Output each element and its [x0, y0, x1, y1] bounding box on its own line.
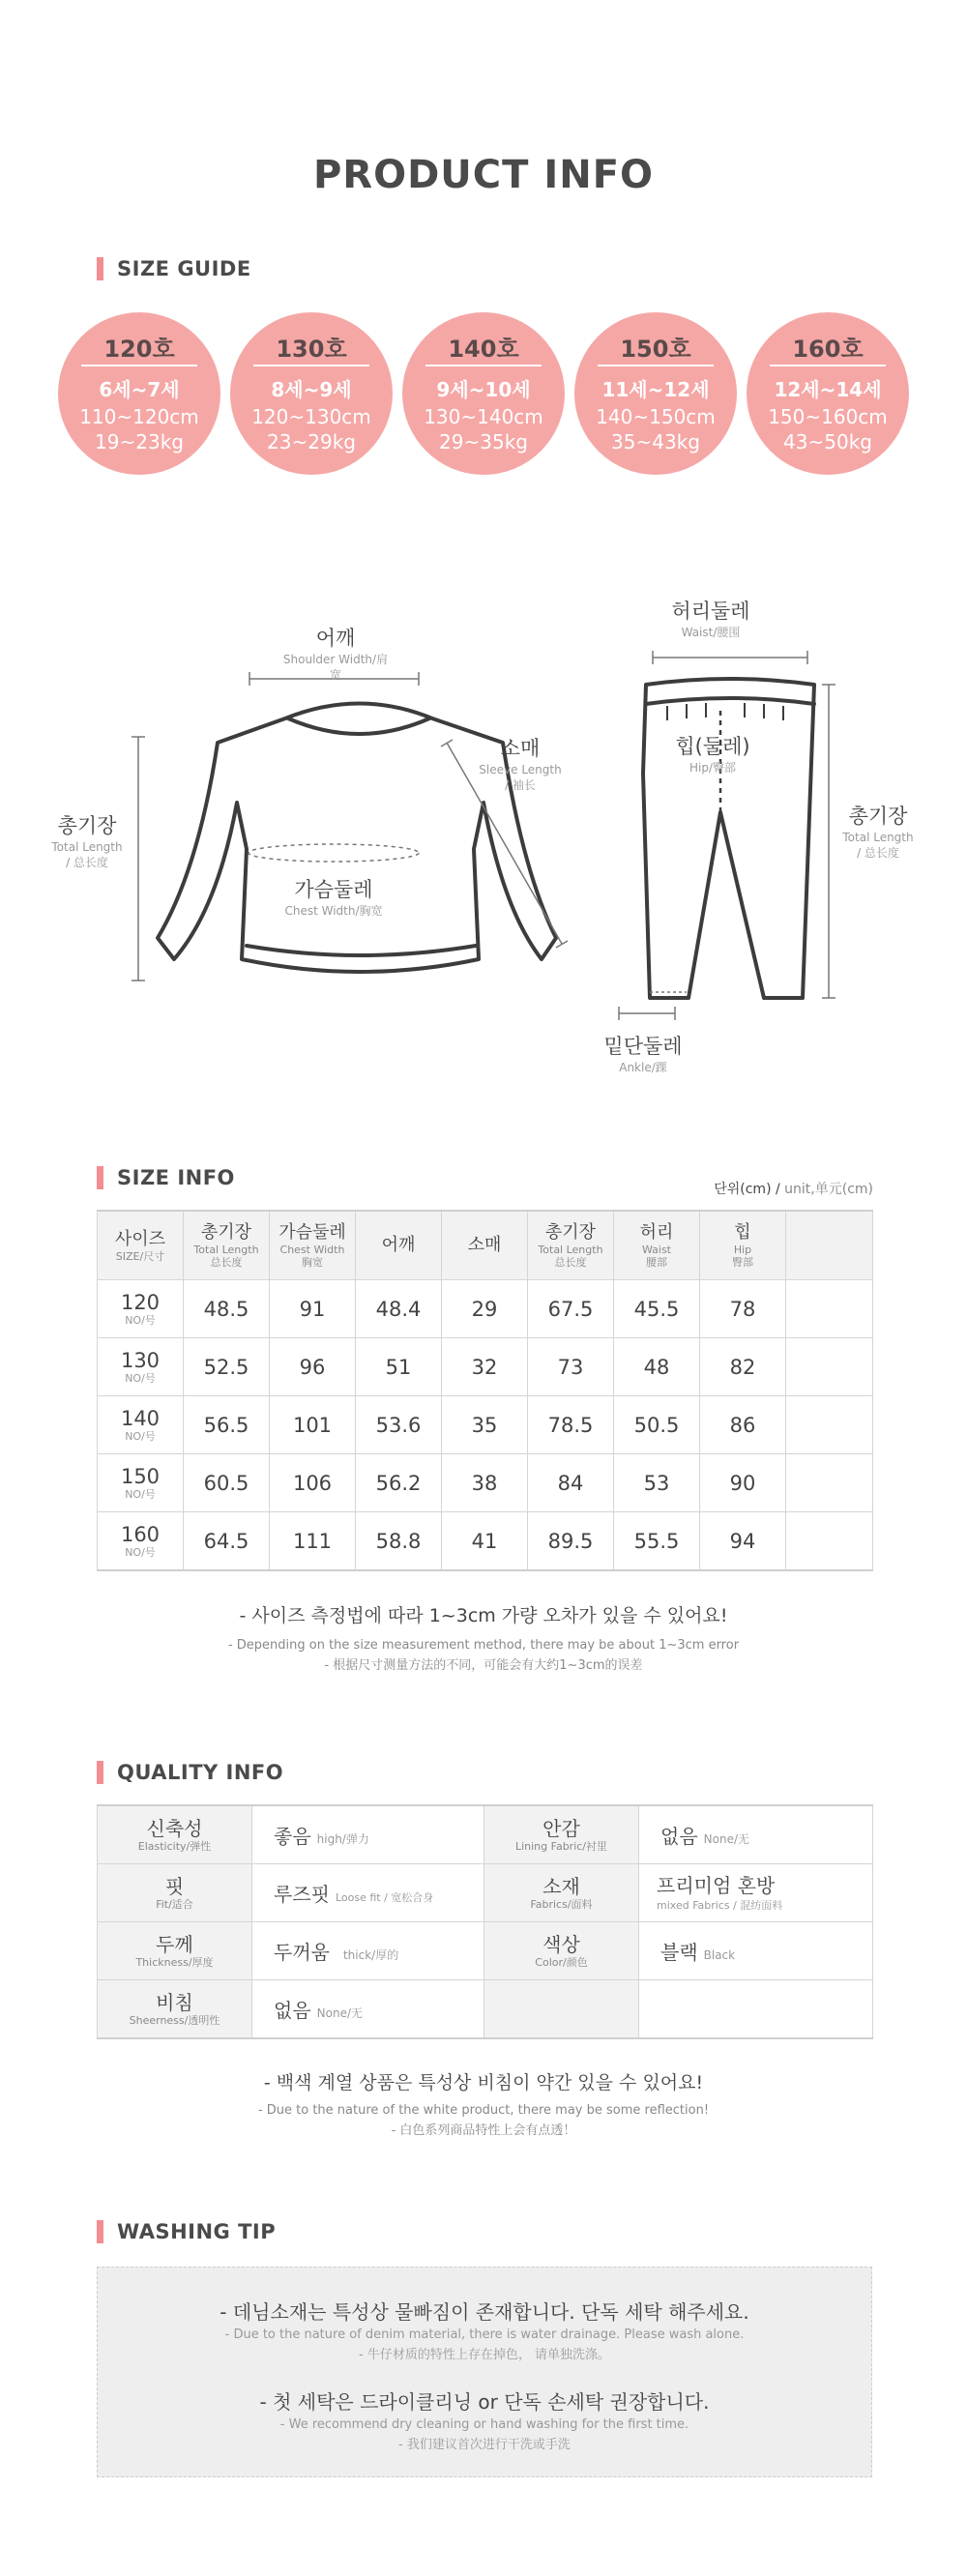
divider	[81, 365, 197, 366]
unit-label	[580, 1179, 873, 1198]
size-note	[0, 1601, 967, 1676]
age-range: 9세~10세	[436, 378, 531, 401]
age-range: 11세~12세	[601, 378, 710, 401]
hip-label: 힙(둘레) Hip/臀部	[675, 735, 750, 775]
unit-en: unit,单元(cm)	[779, 1182, 873, 1197]
garment-illustration	[0, 580, 967, 1102]
size-guide-circles	[58, 312, 909, 475]
size-circle	[230, 312, 393, 475]
section-accent-bar	[97, 257, 103, 280]
note-en: - Depending on the size measurement method, there may be about 1~3cm error	[227, 1638, 740, 1653]
header-cell: 총기장 Total Length 总长度	[528, 1211, 614, 1280]
measurement-diagram	[0, 580, 967, 1102]
pants-outline	[643, 679, 814, 998]
height-range: 140~150cm	[596, 405, 716, 428]
header-cell: 사이즈 SIZE/尺寸	[98, 1211, 184, 1280]
height-range: 150~160cm	[768, 405, 888, 428]
section-title: SIZE INFO	[117, 1166, 235, 1189]
weight-range: 29~35kg	[439, 430, 528, 454]
note-en: - Due to the nature of the white product, there may be some reflection!	[257, 2103, 710, 2118]
tip-1-ko: - 데님소재는 특성상 물빠짐이 존재합니다. 단독 세탁 해주세요.	[220, 2300, 749, 2324]
section-title: SIZE GUIDE	[117, 257, 251, 280]
size-table	[97, 1210, 873, 1571]
table-row: 신축성 Elasticity/弹性 좋음 high/弹力 안감 Lining Fabric/衬里 없음 None/无	[98, 1805, 873, 1864]
divider	[425, 365, 542, 366]
table-row: 비침 Sheerness/透明性 없음 None/无	[98, 1980, 873, 2039]
note-cn: - 白色系列商品特性上会有点透！	[391, 2123, 576, 2138]
quality-table	[97, 1804, 873, 2039]
section-accent-bar	[97, 1166, 103, 1189]
tip-2-ko: - 첫 세탁은 드라이클리닝 or 단독 손세탁 권장합니다.	[259, 2390, 710, 2414]
size-number: 130호	[276, 336, 347, 363]
section-header-size-info	[97, 1165, 235, 1190]
weight-range: 35~43kg	[611, 430, 700, 454]
header-cell: 소매	[442, 1211, 528, 1280]
header-cell: 총기장 Total Length 总长度	[184, 1211, 270, 1280]
size-circle	[402, 312, 565, 475]
table-row: 130 NO/号 52.5 96 51 32 73 48 82	[98, 1338, 873, 1396]
height-range: 120~130cm	[251, 405, 371, 428]
tip-1-en: - Due to the nature of denim material, there is water drainage. Please wash alone.	[224, 2327, 745, 2342]
divider	[598, 365, 714, 366]
size-circle	[574, 312, 737, 475]
height-range: 110~120cm	[79, 405, 199, 428]
table-row: 두께 Thickness/厚度 두꺼움 thick/厚的 색상 Color/颜色 블랙 Black	[98, 1922, 873, 1980]
tip-1-cn: - 牛仔材质的特性上存在掉色， 请单独洗涤。	[359, 2348, 610, 2362]
note-ko: - 백색 계열 상품은 특성상 비침이 약간 있을 수 있어요!	[263, 2072, 704, 2093]
header-cell	[786, 1211, 873, 1280]
tip-2-en: - We recommend dry cleaning or hand washing for the first time.	[279, 2417, 689, 2432]
size-number: 120호	[103, 336, 175, 363]
table-row: 140 NO/号 56.5 101 53.6 35 78.5 50.5 86	[98, 1396, 873, 1454]
section-title: QUALITY INFO	[117, 1761, 284, 1784]
size-circle	[58, 312, 220, 475]
section-header-quality-info	[97, 1760, 283, 1785]
size-number: 160호	[792, 336, 864, 363]
sweatshirt-hem	[247, 946, 476, 955]
section-header-washing-tip	[97, 2219, 276, 2244]
shoulder-label: 어깨 Shoulder Width/肩宽	[282, 627, 389, 682]
top-total-length-label: 총기장 Total Length / 总长度	[51, 814, 123, 869]
table-row: 핏 Fit/适合 루즈핏 Loose fit / 宽松合身 소재 Fabrics/面料 프리미엄 혼방 mixed Fabrics / 混纺面料	[98, 1864, 873, 1922]
washing-tip-box	[97, 2267, 872, 2477]
header-cell: 허리 Waist 腰部	[614, 1211, 700, 1280]
section-header-size-guide	[97, 256, 251, 281]
quality-note	[0, 2068, 967, 2141]
header-cell: 힙 Hip 臀部	[700, 1211, 786, 1280]
tip-2-cn: - 我们建议首次进行干洗或手洗	[398, 2438, 571, 2452]
note-cn: - 根据尺寸测量方法的不同，可能会有大约1~3cm的误差	[324, 1658, 643, 1673]
unit-ko: 단위(cm) /	[714, 1182, 780, 1197]
table-row: 120 NO/号 48.5 91 48.4 29 67.5 45.5 78	[98, 1280, 873, 1338]
divider	[253, 365, 369, 366]
weight-range: 19~23kg	[95, 430, 184, 454]
page-title: PRODUCT INFO	[312, 153, 655, 197]
age-range: 8세~9세	[271, 378, 352, 401]
age-range: 12세~14세	[774, 378, 882, 401]
table-header-row	[98, 1211, 873, 1280]
waist-label: 허리둘레 Waist/腰围	[671, 600, 750, 639]
sweatshirt-collar	[288, 718, 429, 734]
weight-range: 23~29kg	[267, 430, 356, 454]
weight-range: 43~50kg	[783, 430, 872, 454]
table-row: 150 NO/号 60.5 106 56.2 38 84 53 90	[98, 1454, 873, 1512]
divider	[770, 365, 886, 366]
section-accent-bar	[97, 2220, 103, 2243]
header-cell: 가슴둘레 Chest Width 胸宽	[270, 1211, 356, 1280]
section-title: WASHING TIP	[117, 2220, 277, 2243]
size-circle	[747, 312, 909, 475]
sleeve-label: 소매 Sleeve Length / 袖长	[479, 737, 562, 792]
header-cell: 어깨	[356, 1211, 442, 1280]
pants-waistband	[646, 698, 814, 704]
age-range: 6세~7세	[99, 378, 180, 401]
table-row: 160 NO/号 64.5 111 58.8 41 89.5 55.5 94	[98, 1512, 873, 1571]
chest-label: 가슴둘레 Chest Width/胸宽	[284, 878, 383, 918]
size-number: 150호	[620, 336, 691, 363]
size-number: 140호	[448, 336, 519, 363]
ankle-label: 밑단둘레 Ankle/踝	[603, 1035, 683, 1074]
pants-total-length-label: 총기장 Total Length / 总长度	[842, 805, 914, 860]
note-ko: - 사이즈 측정법에 따라 1~3cm 가량 오차가 있을 수 있어요!	[239, 1605, 728, 1626]
section-accent-bar	[97, 1761, 103, 1784]
height-range: 130~140cm	[424, 405, 543, 428]
